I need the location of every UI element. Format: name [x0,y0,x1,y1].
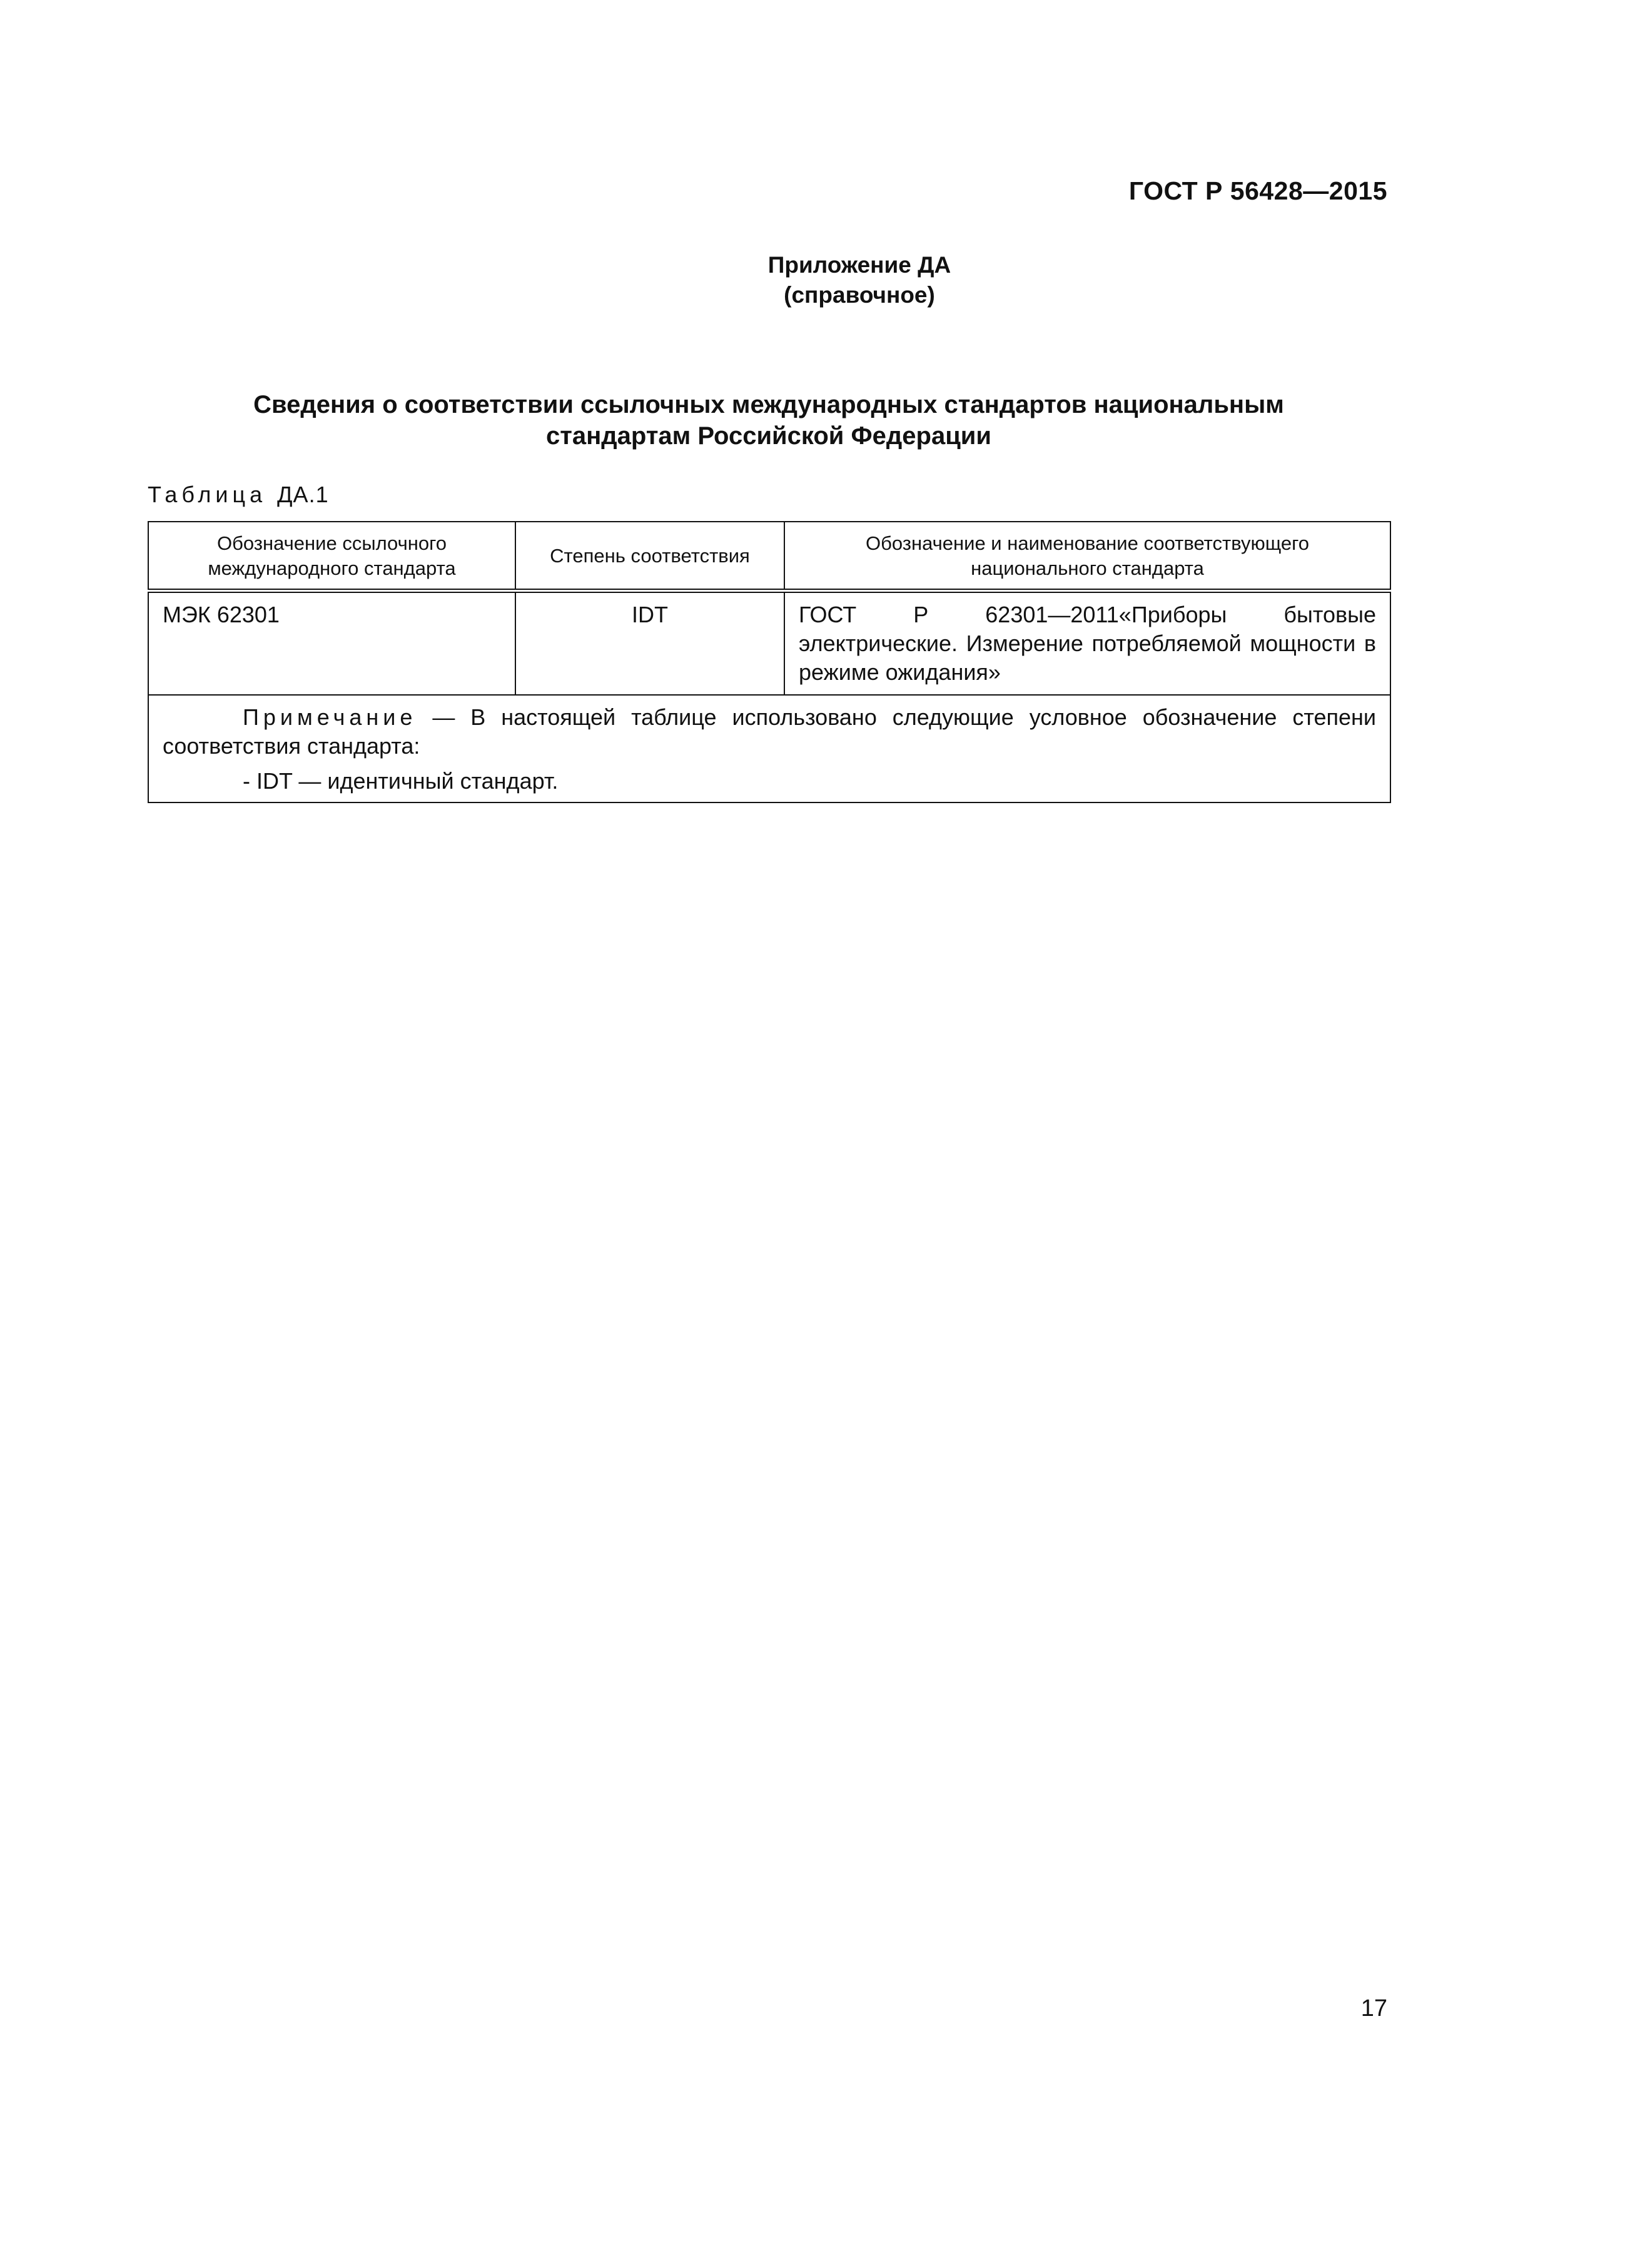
cell-national-standard: ГОСТ Р 62301—2011«Приборы бытовые электрические. Измерение потребляемой мощности в режиме ожидания» [784,591,1390,696]
cell-degree: IDT [515,591,784,696]
note-text: — В настоящей таблице использовано следующие условное обозначение степени соответствия стандарта: [163,704,1376,759]
appendix-title-block [0,250,1625,310]
note-label: Примечание [243,704,417,730]
table-header-row [148,522,1390,591]
column-header-international: Обозначение ссылочного международного стандарта [148,522,515,591]
section-heading-line-1: Сведения о соответствии ссылочных международных стандартов национальным [253,391,1284,418]
appendix-type: (справочное) [784,282,935,308]
section-heading-line-2: стандартам Российской Федерации [546,422,991,450]
page-number: 17 [1360,1995,1387,2022]
cell-international-standard: МЭК 62301 [148,591,515,696]
table-caption-number: ДА.1 [277,482,329,507]
table-caption [148,482,329,508]
table-note [148,695,1390,802]
reference-standards-table [148,521,1391,803]
appendix-title: Приложение ДА [767,252,951,278]
note-list-item: - IDT — идентичный стандарт. [243,768,559,794]
column-header-national: Обозначение и наименование соответствующего национального стандарта [784,522,1390,591]
section-heading [148,389,1390,452]
document-code: ГОСТ Р 56428—2015 [1128,176,1387,205]
column-header-degree: Степень соответствия [515,522,784,591]
table-row [148,591,1390,696]
table-caption-label: Таблица [148,482,267,507]
table-note-row [148,695,1390,802]
note-paragraph [163,703,1376,761]
